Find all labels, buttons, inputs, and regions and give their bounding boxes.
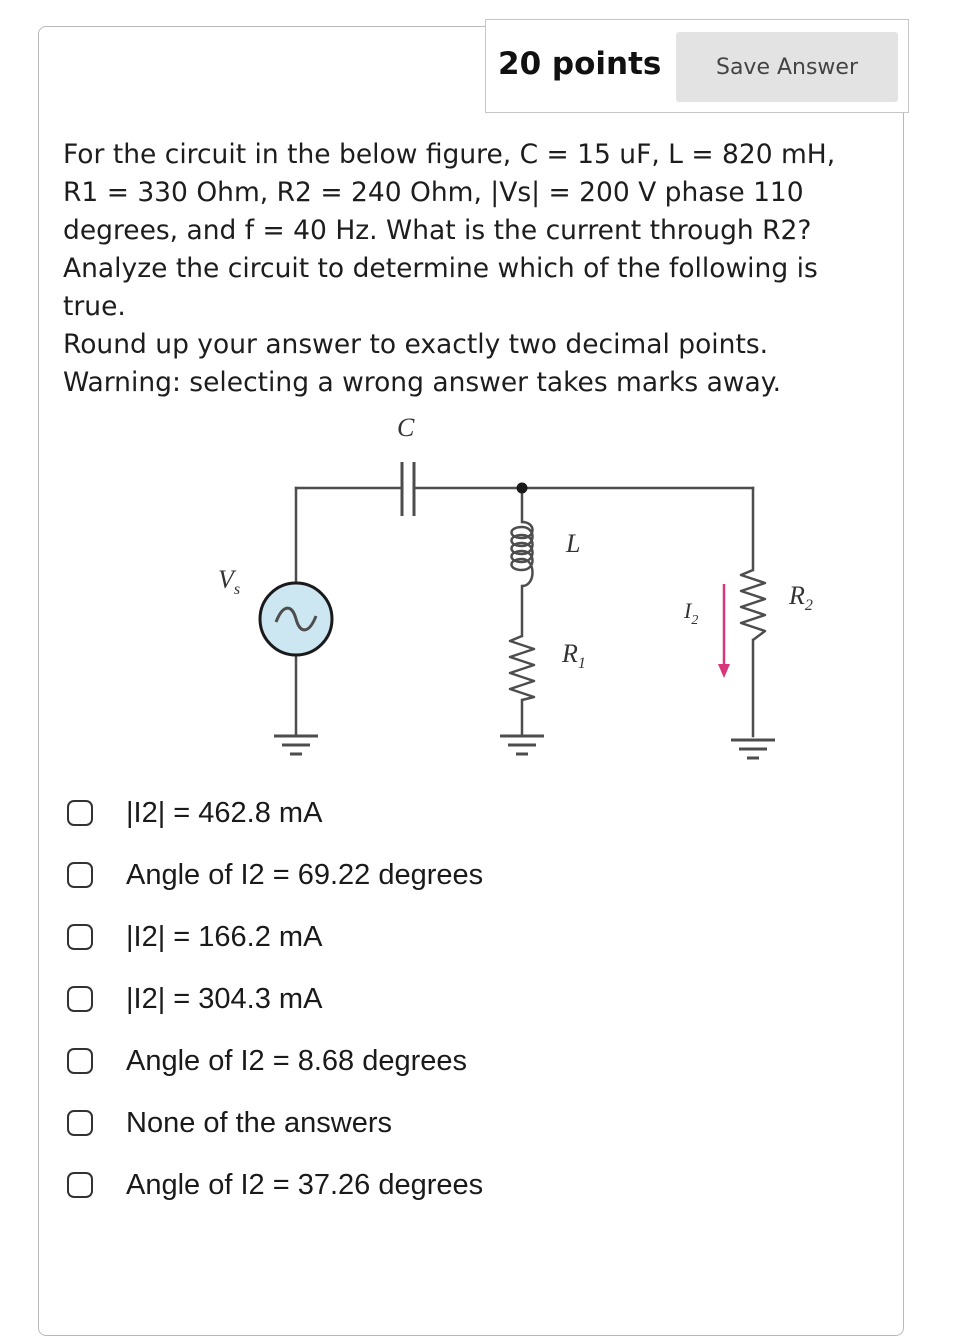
question-line: degrees, and f = 40 Hz. What is the current through R2? — [63, 215, 812, 246]
answer-option[interactable] — [67, 1154, 767, 1216]
question-line: true. — [63, 291, 126, 322]
current-arrow-i2 — [718, 584, 730, 678]
answer-option[interactable] — [67, 844, 767, 906]
label-i2: $I_2$ — [684, 598, 699, 628]
question-line: Round up your answer to exactly two decimal points. — [63, 329, 769, 360]
label-l: L — [566, 529, 581, 558]
label-c: C — [397, 413, 415, 442]
question-line: Analyze the circuit to determine which of the following is — [63, 253, 818, 284]
checkbox[interactable] — [67, 1172, 93, 1198]
label-vs: $V_s$ — [218, 565, 241, 598]
option-label: |I2| = 304.3 mA — [126, 982, 323, 1015]
checkbox[interactable] — [67, 986, 93, 1012]
points-label: 20 points — [498, 46, 662, 82]
resistor-r1-symbol — [510, 636, 534, 700]
answer-option[interactable] — [67, 1092, 767, 1154]
checkbox[interactable] — [67, 800, 93, 826]
label-r1: $R_1$ — [562, 639, 586, 672]
option-label: Angle of I2 = 8.68 degrees — [126, 1044, 468, 1077]
answer-option[interactable] — [67, 782, 767, 844]
question-line: Warning: selecting a wrong answer takes marks away. — [63, 367, 782, 398]
option-label: Angle of I2 = 37.26 degrees — [126, 1168, 484, 1201]
label-r2: $R_2$ — [789, 581, 813, 614]
ground-symbol-left — [274, 736, 318, 754]
option-label: Angle of I2 = 69.22 degrees — [126, 858, 484, 891]
answer-option[interactable] — [67, 968, 767, 1030]
checkbox[interactable] — [67, 862, 93, 888]
ac-source-symbol — [260, 583, 332, 655]
save-answer-button[interactable]: Save Answer — [676, 32, 898, 102]
option-label: None of the answers — [126, 1106, 392, 1139]
resistor-r2-symbol — [741, 570, 765, 640]
ground-symbol-middle — [500, 736, 544, 754]
answer-options — [67, 782, 767, 1216]
answer-option[interactable] — [67, 906, 767, 968]
circuit-diagram — [200, 408, 813, 788]
checkbox[interactable] — [67, 1048, 93, 1074]
checkbox[interactable] — [67, 924, 93, 950]
answer-option[interactable] — [67, 1030, 767, 1092]
option-label: |I2| = 462.8 mA — [126, 796, 323, 829]
junction-dot — [517, 483, 528, 494]
option-label: |I2| = 166.2 mA — [126, 920, 323, 953]
capacitor-symbol — [402, 462, 414, 516]
question-line: R1 = 330 Ohm, R2 = 240 Ohm, |Vs| = 200 V phase 110 — [63, 177, 804, 208]
inductor-symbol — [512, 522, 533, 586]
question-line: For the circuit in the below figure, C = 15 uF, L = 820 mH, — [63, 139, 836, 170]
ground-symbol-right — [731, 740, 775, 758]
checkbox[interactable] — [67, 1110, 93, 1136]
question-text — [63, 136, 893, 402]
points-header — [485, 19, 909, 113]
